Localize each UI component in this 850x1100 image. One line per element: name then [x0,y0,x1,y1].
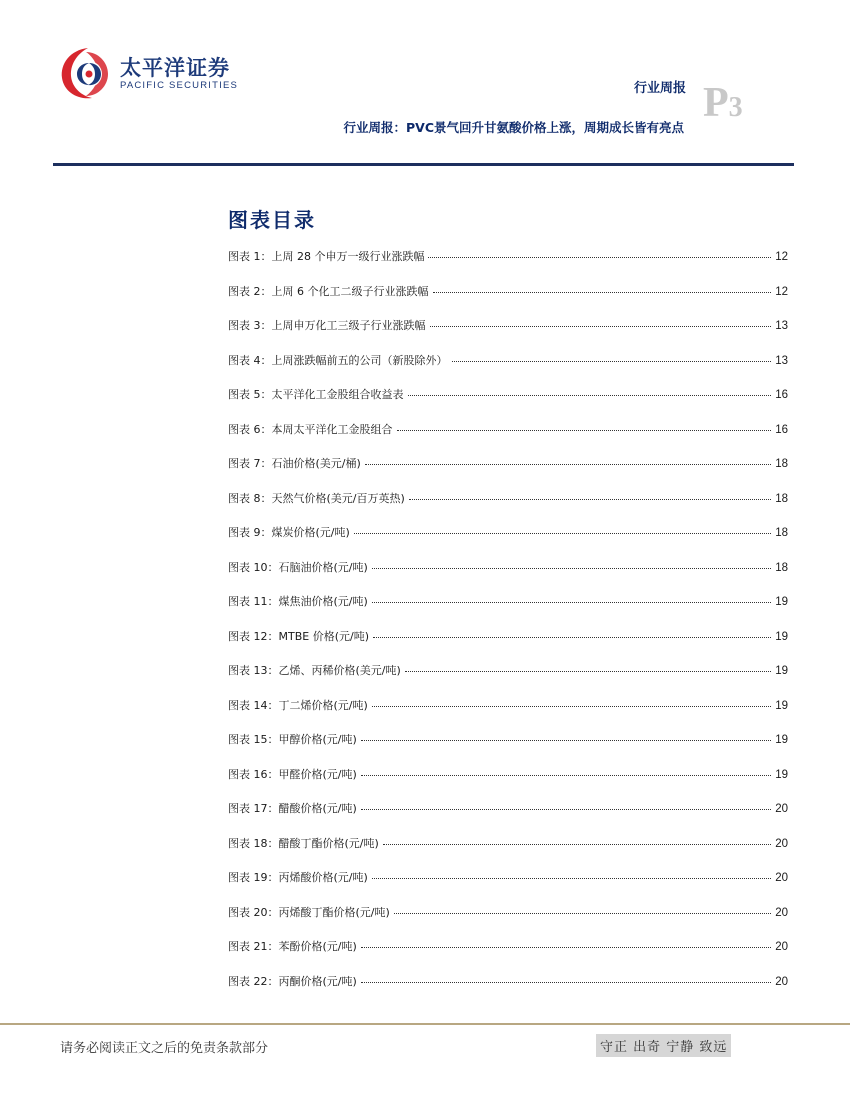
toc-item[interactable] [228,697,788,732]
toc-item-page: 20 [775,837,788,850]
toc-item[interactable] [228,421,788,456]
toc-item-label: 图表 1：上周 28 个申万一级行业涨跌幅 [228,250,425,263]
toc-item-label: 图表 14：丁二烯价格(元/吨) [228,698,368,712]
toc-leader-dots [365,463,771,465]
toc-item-page: 19 [775,665,788,677]
toc-item[interactable] [228,524,788,559]
report-title: 行业周报：PVC景气回升甘氨酸价格上涨，周期成长皆有亮点 [343,120,684,135]
toc-item-page: 18 [775,527,788,539]
page-letter: P [703,80,729,126]
report-type-label: 行业周报 [633,81,686,96]
toc-item[interactable] [228,352,788,387]
toc-leader-dots [405,670,771,672]
toc-leader-dots [354,532,771,534]
page-number: 3 [728,92,743,123]
toc-item[interactable] [228,628,788,663]
toc-leader-dots [361,774,771,776]
toc-item[interactable] [228,938,788,973]
toc-leader-dots [394,912,771,914]
toc-item-label: 图表 2：上周 6 个化工二级子行业涨跌幅 [228,284,429,298]
toc-item-page: 16 [775,389,788,401]
toc-item[interactable] [228,283,788,318]
toc-leader-dots [372,877,771,879]
toc-item[interactable] [228,490,788,525]
toc-leader-dots [372,705,771,707]
toc-item-page: 19 [775,699,788,712]
toc-item-page: 20 [775,906,788,919]
toc-item-page: 20 [775,872,788,884]
toc-item-label: 图表 13：乙烯、丙稀价格(美元/吨) [228,664,401,677]
toc-item-label: 图表 19：丙烯酸价格(元/吨) [228,871,368,884]
toc-leader-dots [433,291,772,293]
footer-motto: 守正 出奇 宁静 致远 [596,1034,731,1057]
toc-item-label: 图表 20：丙烯酸丁酯价格(元/吨) [228,905,390,919]
toc-item-label: 图表 11：煤焦油价格(元/吨) [228,595,368,608]
toc-item[interactable] [228,973,788,1008]
toc-item[interactable] [228,662,788,697]
toc-leader-dots [372,567,771,569]
logo-english-name: PACIFIC SECURITIES [120,80,239,91]
toc-leader-dots [373,636,771,638]
toc-title: 图表目录 [228,208,316,232]
toc-item[interactable] [228,386,788,421]
toc-item-label: 图表 22：丙酮价格(元/吨) [228,974,357,988]
toc-item-label: 图表 12：MTBE 价格(元/吨) [228,629,369,643]
toc-item-page: 20 [775,975,788,988]
toc-leader-dots [361,808,771,810]
toc-leader-dots [452,360,772,362]
toc-item-label: 图表 18：醋酸丁酯价格(元/吨) [228,836,379,850]
toc-leader-dots [361,981,771,983]
toc-item-page: 18 [775,492,788,505]
toc-item[interactable] [228,904,788,939]
toc-item[interactable] [228,800,788,835]
toc-leader-dots [361,946,771,948]
toc-item[interactable] [228,835,788,870]
toc-item-page: 16 [775,423,788,436]
toc-item-label: 图表 21：苯酚价格(元/吨) [228,940,357,953]
toc-item-page: 13 [775,354,788,367]
toc-item[interactable] [228,248,788,283]
toc-leader-dots [361,739,771,741]
toc-leader-dots [408,394,772,396]
toc-item-page: 19 [775,734,788,746]
toc-item-page: 18 [775,458,788,470]
toc-leader-dots [397,429,772,431]
toc-item-label: 图表 15：甲醇价格(元/吨) [228,733,357,746]
toc-item-label: 图表 4：上周涨跌幅前五的公司（新股除外） [228,353,448,367]
toc-item[interactable] [228,869,788,904]
toc-item[interactable] [228,559,788,594]
toc-item-label: 图表 16：甲醛价格(元/吨) [228,767,357,781]
toc-item-page: 20 [775,941,788,953]
toc-item[interactable] [228,593,788,628]
toc-leader-dots [430,325,772,327]
header-divider [53,163,794,166]
toc-item-page: 19 [775,630,788,643]
toc-item-label: 图表 5：太平洋化工金股组合收益表 [228,388,404,401]
toc-item-page: 20 [775,803,788,815]
toc-item-page: 18 [775,561,788,574]
toc-item-page: 13 [775,320,788,332]
toc-item[interactable] [228,455,788,490]
toc-leader-dots [383,843,771,845]
company-logo [58,44,239,102]
toc-item-label: 图表 7：石油价格(美元/桶) [228,457,361,470]
toc-leader-dots [372,601,771,603]
toc-item[interactable] [228,317,788,352]
toc-item-label: 图表 8：天然气价格(美元/百万英热) [228,491,405,505]
toc-item-label: 图表 9：煤炭价格(元/吨) [228,526,350,539]
toc-item-label: 图表 17：醋酸价格(元/吨) [228,802,357,815]
toc-leader-dots [428,256,771,258]
toc-item-label: 图表 6：本周太平洋化工金股组合 [228,422,393,436]
toc-item-page: 12 [775,285,788,298]
table-of-figures [228,248,788,1007]
footer-divider [0,1023,850,1025]
toc-item-page: 19 [775,768,788,781]
toc-item-page: 19 [775,596,788,608]
toc-item-label: 图表 3：上周申万化工三级子行业涨跌幅 [228,319,426,332]
toc-item-label: 图表 10：石脑油价格(元/吨) [228,560,368,574]
toc-item[interactable] [228,766,788,801]
logo-chinese-name: 太平洋证券 [120,56,230,80]
page-number-mark [703,82,743,124]
footer-disclaimer: 请务必阅读正文之后的免责条款部分 [60,1041,269,1056]
toc-item[interactable] [228,731,788,766]
toc-leader-dots [409,498,771,500]
toc-item-page: 12 [775,251,788,263]
logo-mark-icon [58,44,114,102]
